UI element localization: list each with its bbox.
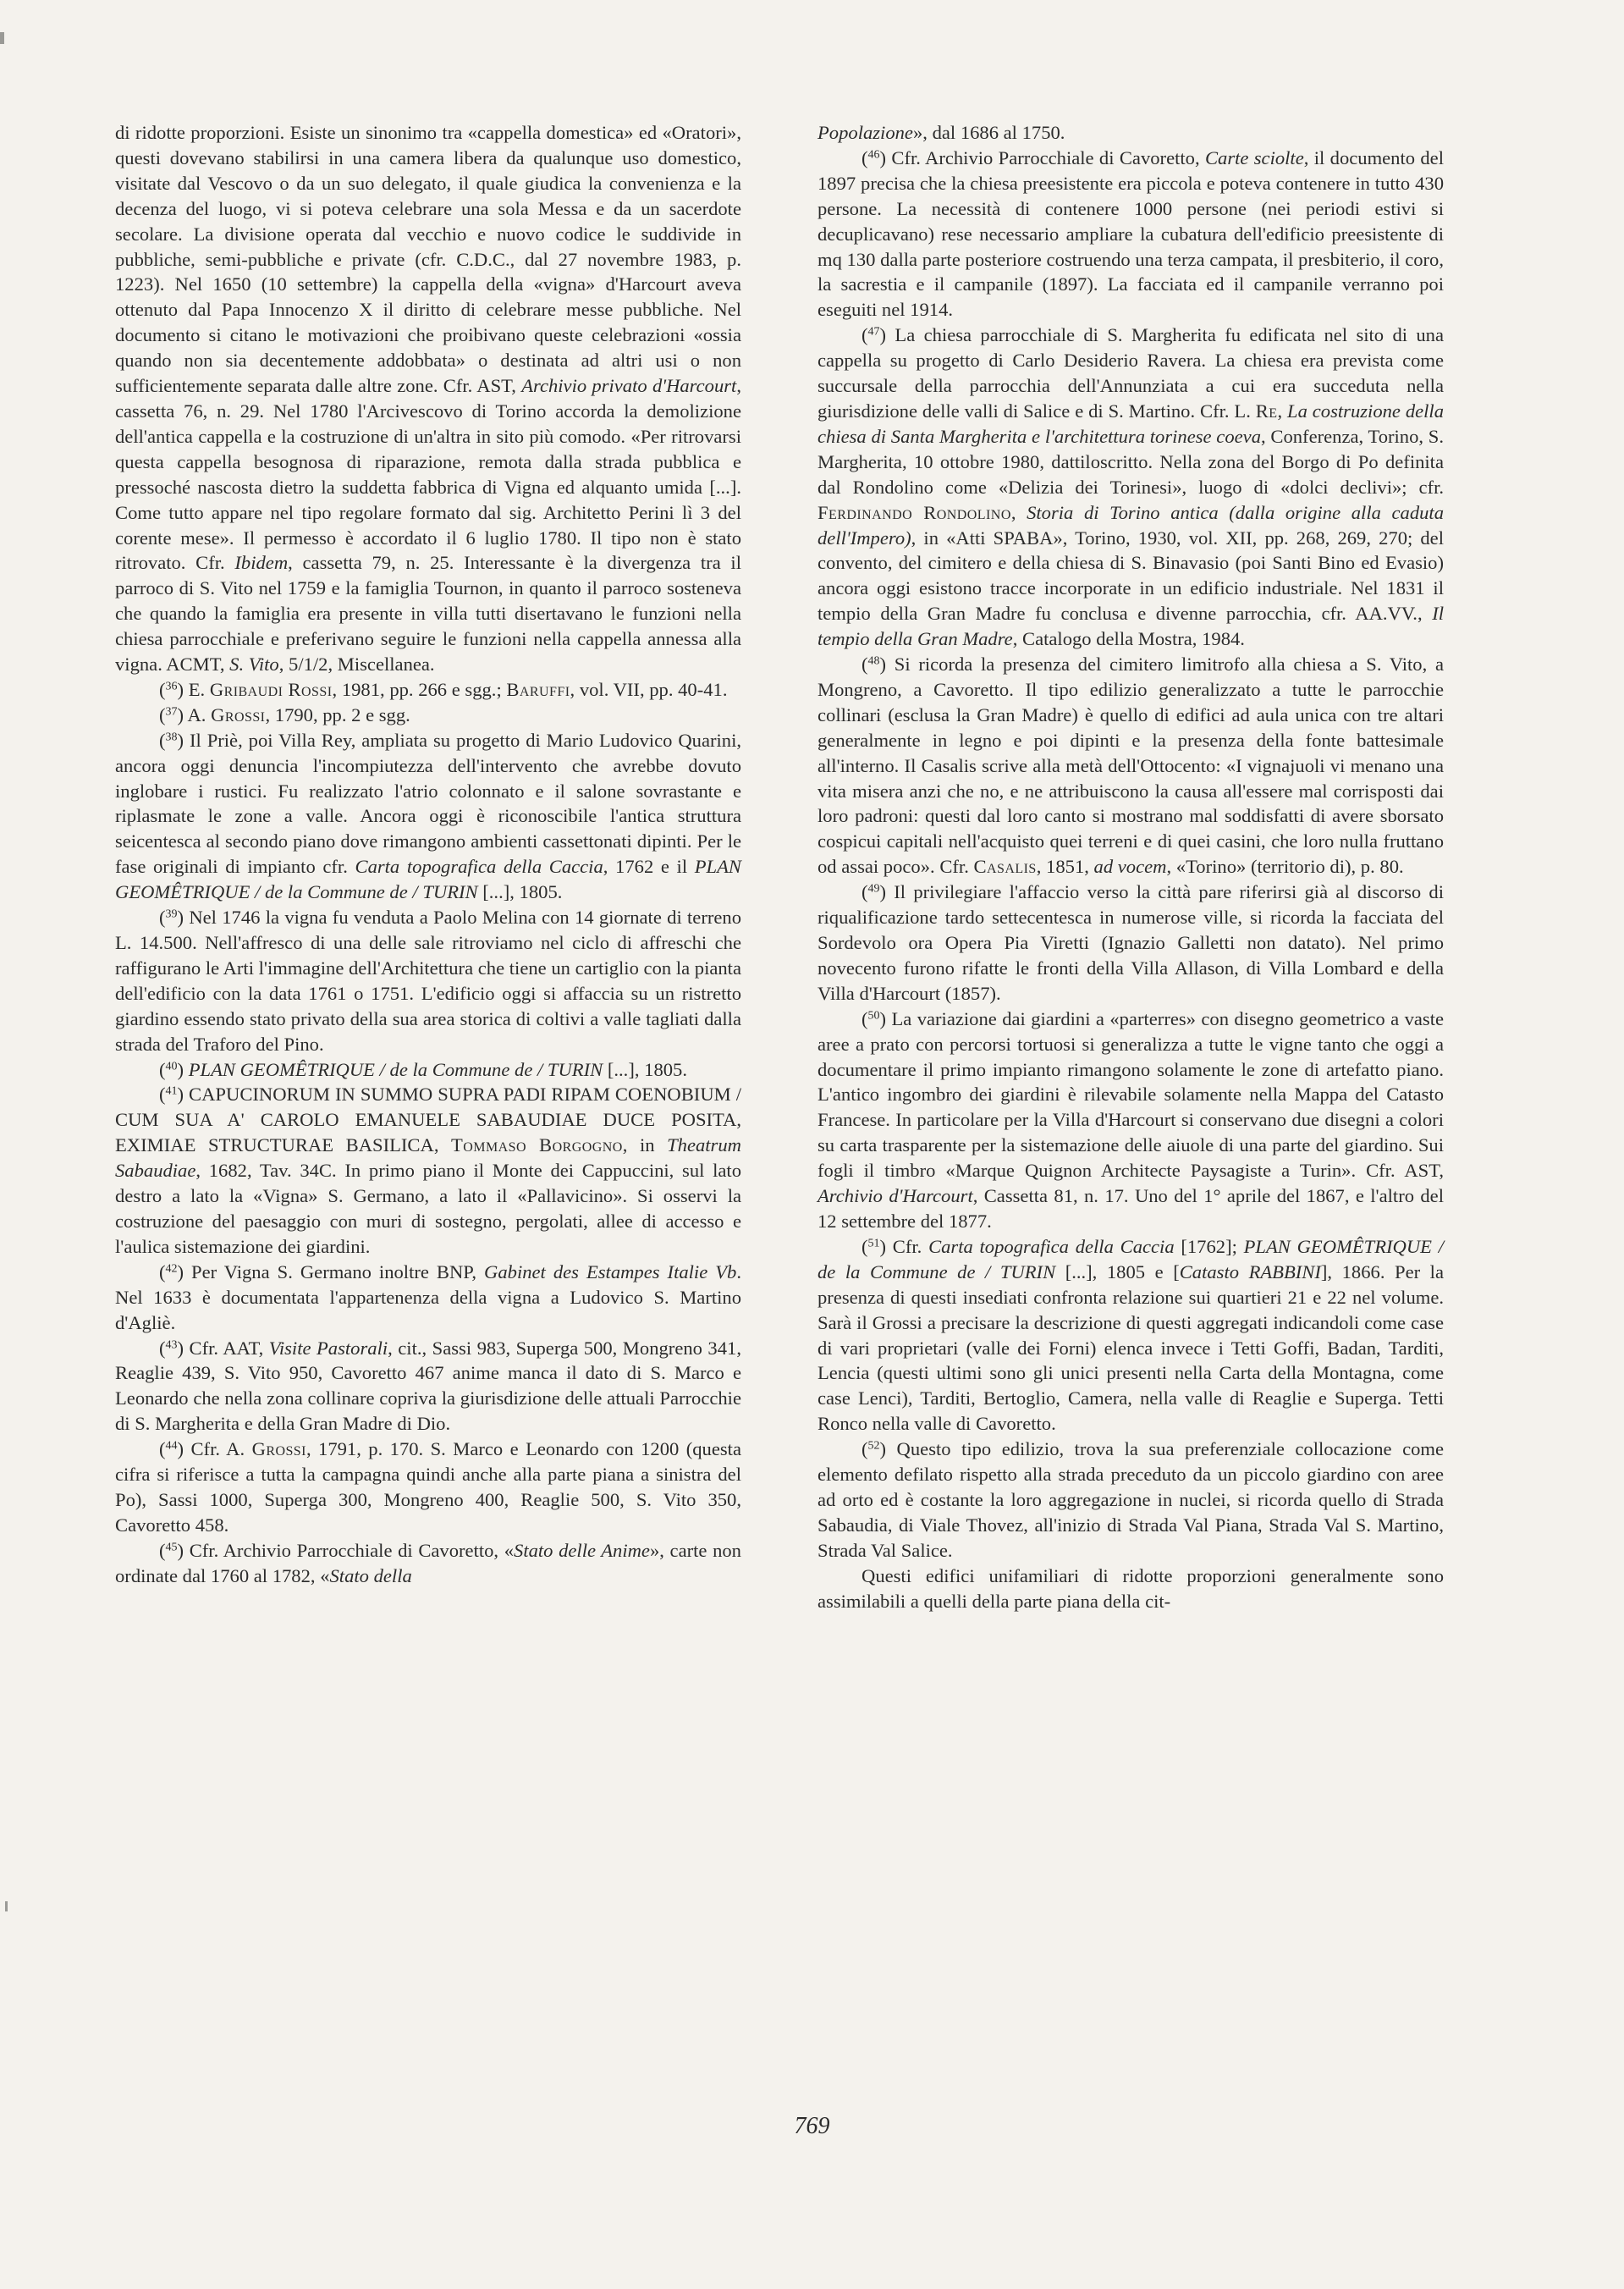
footnote: ($^{38}$) Il Priè, poi Villa Rey, ampliata su progetto di Mario Ludovico Quarini, ancora oggi denuncia l'incompiutezza dell'intervento che avrebbe dovuto inglobare i rustici. Fu realizzato l'atrio colonnato e il salone sovrastante e riplasmate le zone a valle. Ancora oggi è riconoscibile l'antica struttura seicentesca al secondo piano dove rimangono ambienti cassettonati dipinti. Per le fase originali di impianto cfr. Carta topografica della Caccia, 1762 e il PLAN GEOMÊTRIQUE / de la Commune de / TURIN [...], 1805. xyxy=(115,729,741,903)
footnote: ($^{46}$) Cfr. Archivio Parrocchiale di Cavoretto, Carte sciolte, il documento del 1897 precisa che la chiesa preesistente era piccola e poteva contenere in tutto 430 persone. La necessità di contenere 1000 persone (nei periodi estivi si decuplicavano) rese necessario ampliare la cubatura dell'edificio preesistente di mq 130 dalla parte posteriore costruendo una terza campata, il presbiterio, il coro, la sacrestia e il campanile (1897). La facciata ed il campanile verranno poi eseguiti nel 1914. xyxy=(818,146,1444,321)
scan-edge-mark xyxy=(0,32,4,44)
footnote: ($^{37}$) A. Grossi, 1790, pp. 2 e sgg. xyxy=(159,703,410,725)
footnote: ($^{36}$) E. Gribaudi Rossi, 1981, pp. 266 e sgg.; Baruffi, vol. VII, pp. 40-41. xyxy=(159,678,728,700)
footnote: ($^{50}$) La variazione dai giardini a «parterres» con disegno geometrico a vaste aree a prato con percorsi tortuosi si generalizza a tutte le vigne tanto che oggi a documentare il primo impianto rimangono solamente le zone di artefatto piano. L'antico ingombro dei giardini è rilevabile solamente nella Mappa del Catasto Francese. In particolare per la Villa d'Harcourt si conservano due disegni a colori su carta trasparente per la sistemazione delle aiuole di una parte del giardino. Sui fogli il timbro «Marque Quignon Architecte Paysagiste a Turin». Cfr. AST, Archivio d'Harcourt, Cassetta 81, n. 17. Uno del 1° aprile del 1867, e l'altro del 12 settembre del 1877. xyxy=(818,1007,1444,1232)
left-column xyxy=(115,120,741,1589)
footnote: ($^{40}$) PLAN GEOMÊTRIQUE / de la Commune de / TURIN [...], 1805. xyxy=(159,1058,687,1080)
footnote: ($^{43}$) Cfr. AAT, Visite Pastorali, cit., Sassi 983, Superga 500, Mongreno 341, Reaglie 439, S. Vito 950, Cavoretto 467 anime manca il dato di S. Marco e Leonardo che nella zona collinare copriva la giurisdizione delle attuali Parrocchie di S. Margherita e della Gran Madre di Dio. xyxy=(115,1337,741,1435)
footnote: ($^{41}$) CAPUCINORUM IN SUMMO SUPRA PADI RIPAM COENOBIUM / CUM SUA A' CAROLO EMANUELE SABAUDIAE DUCE POSITA, EXIMIAE STRUCTURAE BASILICA, Tommaso Borgogno, in Theatrum Sabaudiae, 1682, Tav. 34C. In primo piano il Monte dei Cappuccini, sul lato destro a lato la «Vigna» S. Germano, a lato il «Pallavicino». Si osservi la costruzione del paesaggio con muri di sostegno, pergolati, allee di accesso e l'aulica sistemazione dei giardini. xyxy=(115,1084,741,1257)
footnote: ($^{51}$) Cfr. Carta topografica della Caccia [1762]; PLAN GEOMÊTRIQUE / de la Commune de / TURIN [...], 1805 e [Catasto RABBINI], 1866. Per la presenza di questi insediati confronta relazione sui quartieri 21 e 22 nel volume. Sarà il Grossi a precisare la descrizione di questi aggregati indicandoli come case di vari proprietari (valle dei Forni) elenca invece i Tetti Goffi, Badan, Tarditi, Lencia (questi ultimi sono gli unici presenti nella Carta della Montagna, come case Lenci), Tarditi, Bertoglio, Camera, nella valle di Reaglie e Superga. Tetti Ronco nella valle di Cavoretto. xyxy=(818,1235,1444,1435)
right-column xyxy=(818,120,1444,1613)
footnote: ($^{39}$) Nel 1746 la vigna fu venduta a Paolo Melina con 14 giornate di terreno L. 14.500. Nell'affresco di una delle sale ritroviamo nel ciclo di affreschi che raffigurano le Arti l'immagine dell'Architettura che tiene un cartiglio con la pianta dell'edificio con la data 1761 o 1751. L'edificio oggi si affaccia su un ristretto giardino essendo stato privato della sua area storica di coltivi a valle tagliati dalla strada del Traforo del Pino. xyxy=(115,907,741,1055)
footnote: ($^{49}$) Il privilegiare l'affaccio verso la città pare riferirsi già al discorso di riqualificazione tardo settecentesca in numerose ville, si ricorda la facciata del Sordevolo ora Opera Pia Viretti (Ignazio Galletti non datato). Nel primo novecento furono rifatte le fronti della Villa Allason, di Villa Lombard e della Villa d'Harcourt (1857). xyxy=(818,881,1444,1004)
footnote: ($^{42}$) Per Vigna S. Germano inoltre BNP, Gabinet des Estampes Italie Vb. Nel 1633 è documentata l'appartenenza della vigna a Ludovico S. Martino d'Agliè. xyxy=(115,1260,742,1333)
text-paragraph: Popolazione», dal 1686 al 1750. xyxy=(818,122,1065,143)
footnote: ($^{48}$) Si ricorda la presenza del cimitero limitrofo alla chiesa a S. Vito, a Mongreno, a Cavoretto. Il tipo edilizio generalizzato a tutte le parrocchie collinari (esclusa la Gran Madre) è quello di edifici ad aula unica con tre altari generalmente in legno e poi dipinti e la presenza della fonte battesimale all'interno. Il Casalis scrive alla metà dell'Ottocento: «I vignajuoli vi menano una vita misera anzi che no, e ne attribuiscono la causa all'essere mal corrisposti dai loro padroni: questi dal loro canto si mostrano mal soddisfatti di avere sborsato cospicui capitali nell'acquisto quei terreni e di quei casini, che loro nulla fruttano od assai poco». Cfr. Casalis, 1851, ad vocem, «Torino» (territorio di), p. 80. xyxy=(818,654,1444,878)
page-number: 769 xyxy=(794,2113,830,2139)
footnote: ($^{45}$) Cfr. Archivio Parrocchiale di Cavoretto, «Stato delle Anime», carte non ordinate dal 1760 al 1782, «Stato della xyxy=(115,1539,741,1586)
footnote: ($^{44}$) Cfr. A. Grossi, 1791, p. 170. S. Marco e Leonardo con 1200 (questa cifra si riferisce a tutta la campagna quindi anche alla parte piana a sinistra del Po), Sassi 1000, Superga 300, Mongreno 400, Reaglie 500, S. Vito 350, Cavoretto 458. xyxy=(115,1438,741,1536)
scan-edge-mark xyxy=(5,1901,8,1911)
text-paragraph: di ridotte proporzioni. Esiste un sinonimo tra «cappella domestica» ed «Oratori», questi dovevano stabilirsi in una camera libera da qualunque uso domestico, visitate dal Vescovo o da un suo delegato, il quale giudica la convenienza e la decenza del luogo, vi si poteva celebrare una sola Messa e da un sacerdote secolare. La divisione operata dal vecchio e nuovo codice le suddivide in pubbliche, semi-pubbliche e private (cfr. C.D.C., dal 27 novembre 1983, p. 1223). Nel 1650 (10 settembre) la cappella della «vigna» d'Harcourt aveva ottenuto dal Papa Innocenzo X il diritto di celebrare messe pubbliche. Nel documento si citano le motivazioni che proibivano queste celebrazioni «ossia quando non sia decentemente addobbata» o destinata ad altri usi o non sufficientemente separata dalle altre zone. Cfr. AST, Archivio privato d'Harcourt, cassetta 76, n. 29. Nel 1780 l'Arcivescovo di Torino accorda la demolizione dell'antica cappella e la costruzione di un'altra in sito più comodo. «Per ritrovarsi questa cappella besognosa di riparazione, remota dalla strada pubblica e pressoché nascosta dietro la suddetta fabbrica di Vigna ed alquanto umida [...]. Come tutto appare nel tipo regolare formato dal sig. Architetto Perini lì 3 del corente mese». Il permesso è accordato il 6 luglio 1780. Il tipo non è stato ritrovato. Cfr. Ibidem, cassetta 79, n. 25. Interessante è la divergenza tra il parroco di S. Vito nel 1759 e la famiglia Tournon, in quanto il parroco sosteneva che quando la famiglia era presente in villa tutti disertavano le funzioni nella chiesa parrocchiale e preferivano seguire le funzioni nella cappella annessa alla vigna. ACMT, S. Vito, 5/1/2, Miscellanea. xyxy=(115,122,741,676)
footnote: ($^{52}$) Questo tipo edilizio, trova la sua preferenziale collocazione come elemento defilato rispetto alla strada preceduto da un piccolo giardino con aree ad orto ed è costante la loro aggregazione in nuclei, si ricorda quello di Strada Sabaudia, di Viale Thovez, all'inizio di Strada Val Piana, Strada Val S. Martino, Strada Val Salice. xyxy=(818,1438,1444,1561)
footnote: ($^{47}$) La chiesa parrocchiale di S. Margherita fu edificata nel sito di una cappella su progetto di Carlo Desiderio Ravera. La chiesa era prevista come succursale della parrocchia dell'Annunziata a cui era succeduta nella giurisdizione delle valli di Salice e di S. Martino. Cfr. L. Re, La costruzione della chiesa di Santa Margherita e l'architettura torinese coeva, Conferenza, Torino, S. Margherita, 10 ottobre 1980, dattiloscritto. Nella zona del Borgo di Po definita dal Rondolino come «Delizia dei Torinesi», luogo di «dolci declivi»; cfr. Ferdinando Rondolino, Storia di Torino antica (dalla origine alla caduta dell'Impero), in «Atti SPABA», Torino, 1930, vol. XII, pp. 268, 269, 270; del convento, del cimitero e della chiesa di S. Binavasio (poi Santi Bino ed Evasio) ancora oggi esistono tracce incorporate in un edificio industriale. Nel 1831 il tempio della Gran Madre fu conclusa e divenne parrocchia, cfr. AA.VV., Il tempio della Gran Madre, Catalogo della Mostra, 1984. xyxy=(818,324,1445,650)
text-paragraph: Questi edifici unifamiliari di ridotte proporzioni generalmente sono assimilabili a quelli della parte piana della cit- xyxy=(818,1564,1444,1612)
